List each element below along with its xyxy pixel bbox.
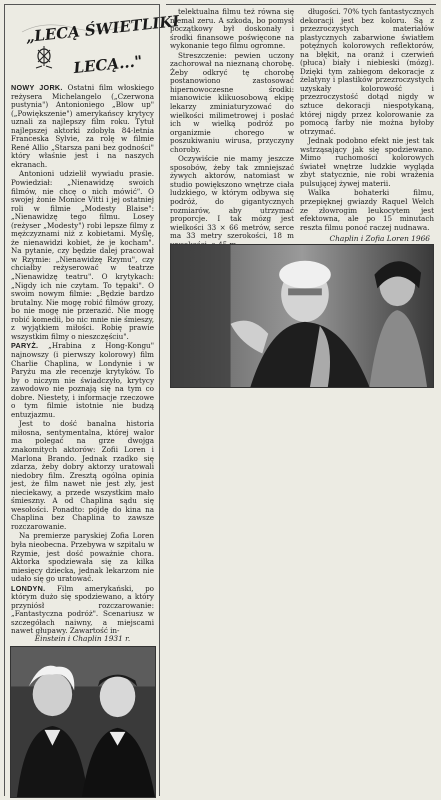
logo-line1: „LECĄ ŚWIETLIKI — [24, 12, 181, 47]
paragraph-text: Oczywiście nie mamy jeszcze sposobów, żeby tak zmniejszać żywych aktorów, natomiast w studio powiększono wnętrze ciała ludzkiego, w którym odbywa się podróż, do gigantycznych rozmiarów, aby utrzymać proporcje. I tak mózg jest wielkości 33 × 66 metrów, serce ma 33 metry szerokości, 18 m — [170, 154, 294, 241]
paragraph-text: „Hrabina z Hong-Kongu" najnowszy (i pierwszy kolorowy) film Charlie Chaplina, w Londynie i w Paryżu ma złe recenzje krytyków. To by o niczym nie świadczyło, krytycy zawodowo nie poznają się na tym co dobre. Niestety, i informacje rzeczowe o tym filmie istotnie nie budzą entuzjazmu. — [11, 341, 154, 419]
article-column-2 — [170, 7, 294, 241]
paragraph-text: Na premierze paryskiej Zofia Loren była nieobecna. Przebywa w szpitalu w Rzymie, jest dość poważnie chora. Aktorka spodziewała się za kilka miesięcy dziecka, jednak lekarzom nie udało się go uratować. — [11, 531, 154, 584]
photo-einstein-chaplin-image-icon — [11, 647, 155, 797]
article-paragraph — [11, 84, 154, 169]
article-paragraph — [170, 8, 294, 51]
dateline: PARYŻ. — [11, 341, 39, 351]
photo-caption-einstein-chaplin: Einstein i Chaplin 1931 r. — [34, 634, 131, 643]
paragraph-text: długości. 70% tych fantastycznych dekoracji jest bez koloru. Są z przezroczystych materiałów plastycznych zabarwione światłem potężnych kolorowych reflektorów, na błękit, na oranż i czerwień (płuca) biały i niebieski (mózg). Dzięki tym zabiegom dekoracje z żelatyny i plastików przezroczystych uzyskały kolorowość i przezroczystość dotąd nigdy w sztuce dekoracji niespotykaną, której nigdy przez kolorowanie za pomocą farby nie można byłoby otrzymać. — [300, 7, 434, 136]
article-paragraph — [11, 170, 154, 341]
article-paragraph — [170, 52, 294, 155]
paragraph-text: Walka bohaterki filmu, przepięknej gwiazdy Raquel Welch ze złowrogim leukocytem jest efektowna, ale po 15 minutach reszta filmu ponoć raczej nudnawa. — [300, 188, 434, 232]
paragraph-text: Antonioni udzielił wywiadu prasie. Powiedział: „Nienawidzę swoich filmów, nie chcę o nich mówić". O swojej żonie Monice Vitti i jej ostatniej roli w filmie „Modesty Blaise": „Nienawidzę tego filmu. Losey (reżyser „Modesty") robi lepsze filmy z mężczyznami niż z kobietami. Myślę, że nienawidzi kobiet, że je kocham". Na pytanie, czy będzie dalej pracował w Rzymie: „Nienawidzę Rzymu", czy chciałby reżyserować w teatrze „Nienawidzę teatru". O krytykach: „Nigdy ich nie czytam. To tępaki". O swoim nowym filmie: „Będzie bardzo brutalny. Nie mogę robić filmów grozy, bo nie mogę nie przerazić. Nie mogę robić komedii, bo nic mnie nie śmieszy, z wyjątkiem miłości. Robię prawie wszystkim filmy o nieszczęściu". — [11, 169, 154, 341]
fireflies-logo-icon — [14, 12, 181, 82]
firefly-icon — [36, 46, 52, 68]
photo-einstein-chaplin — [10, 646, 156, 798]
article-paragraph — [300, 137, 434, 188]
logo-line2: LECĄ..." — [72, 51, 144, 78]
article-column-1 — [11, 84, 154, 634]
paragraph-text: Ostatni film włoskiego reżysera Michelangelo („Czerwona pustynia") Antonioniego „Blow up" („Powiększenie") amerykańscy krytycy uznali za najlepszy film roku. Tytuł najlepszej aktorki zdobyła 84-letnia Franceska Sylvie, za rolę w filmie René Allio „Starsza pani bez godności" który właśnie jest i na naszych ekranach. — [11, 83, 154, 169]
paragraph-text: telektualna filmu też równa się niemal zeru. A szkoda, bo pomysł początkowy był doskonały i środki finansowe poświęcone na wykonanie tego filmu ogromne. — [170, 7, 294, 51]
paragraph-text: Film amerykański, po którym dużo się spodziewano, a który przyniósł rozczarowanie: „Fantastyczna podróż". Scenariusz w szczegółach naiwny, a miejscami nawet głupawy. Zawartość in- — [11, 583, 154, 636]
article-paragraph — [11, 342, 154, 419]
article-paragraph — [11, 420, 154, 531]
top-rule — [166, 4, 436, 5]
article-paragraph — [300, 8, 434, 136]
photo-chaplin-loren-image-icon — [171, 245, 433, 387]
photo-chaplin-loren — [170, 244, 434, 388]
paragraph-text: Jest to dość banalna historia miłosna, sentymentalna, której walor ma polegać na grze dwojga znakomitych aktorów: Zofii Loren i Marlona Brando. Jednak rzadko się zdarza, żeby dobry aktorzy uratowali niedobry film. Zresztą ogólna opinia jest, że film nawet nie jest zły, jest nieciekawy, a przede wszystkim mało śmieszny. A od Chaplina sądu się wesołości. Ponadto: pójdę do kina na Chaplina bez Chaplina to zawsze rozczarowanie. — [11, 419, 154, 531]
dateline: NOWY JORK. — [11, 83, 63, 92]
article-column-3 — [300, 8, 434, 234]
article-paragraph — [11, 585, 154, 636]
article-paragraph — [300, 189, 434, 232]
paragraph-text: Streszczenie: pewien uczony zachorował na nieznaną chorobę. Żeby odkryć tę chorobę postanowiono zastosować hipernowoczesne środki: mianowicie klikuosobową ekipę lekarzy zminiaturyzować do wielkości milimetrowej i posłać ich w wielką podróż po organizmie chorego w poszukiwaniu wirusa, przyczyny choroby. — [170, 50, 294, 154]
column-logo — [14, 12, 181, 82]
photo-caption-chaplin-loren: Chaplin i Zofia Loren 1966 — [329, 234, 430, 243]
paragraph-text: Jednak podobno efekt nie jest tak wstrząsający jak się spodziewano. Mimo ruchomości kolorowych świateł wnętrze ludzkie wygląda zbyt statycznie, nie robi wrażenia pulsującej żywej materii. — [300, 136, 434, 188]
article-paragraph — [11, 532, 154, 583]
dateline: LONDYN. — [11, 583, 46, 593]
